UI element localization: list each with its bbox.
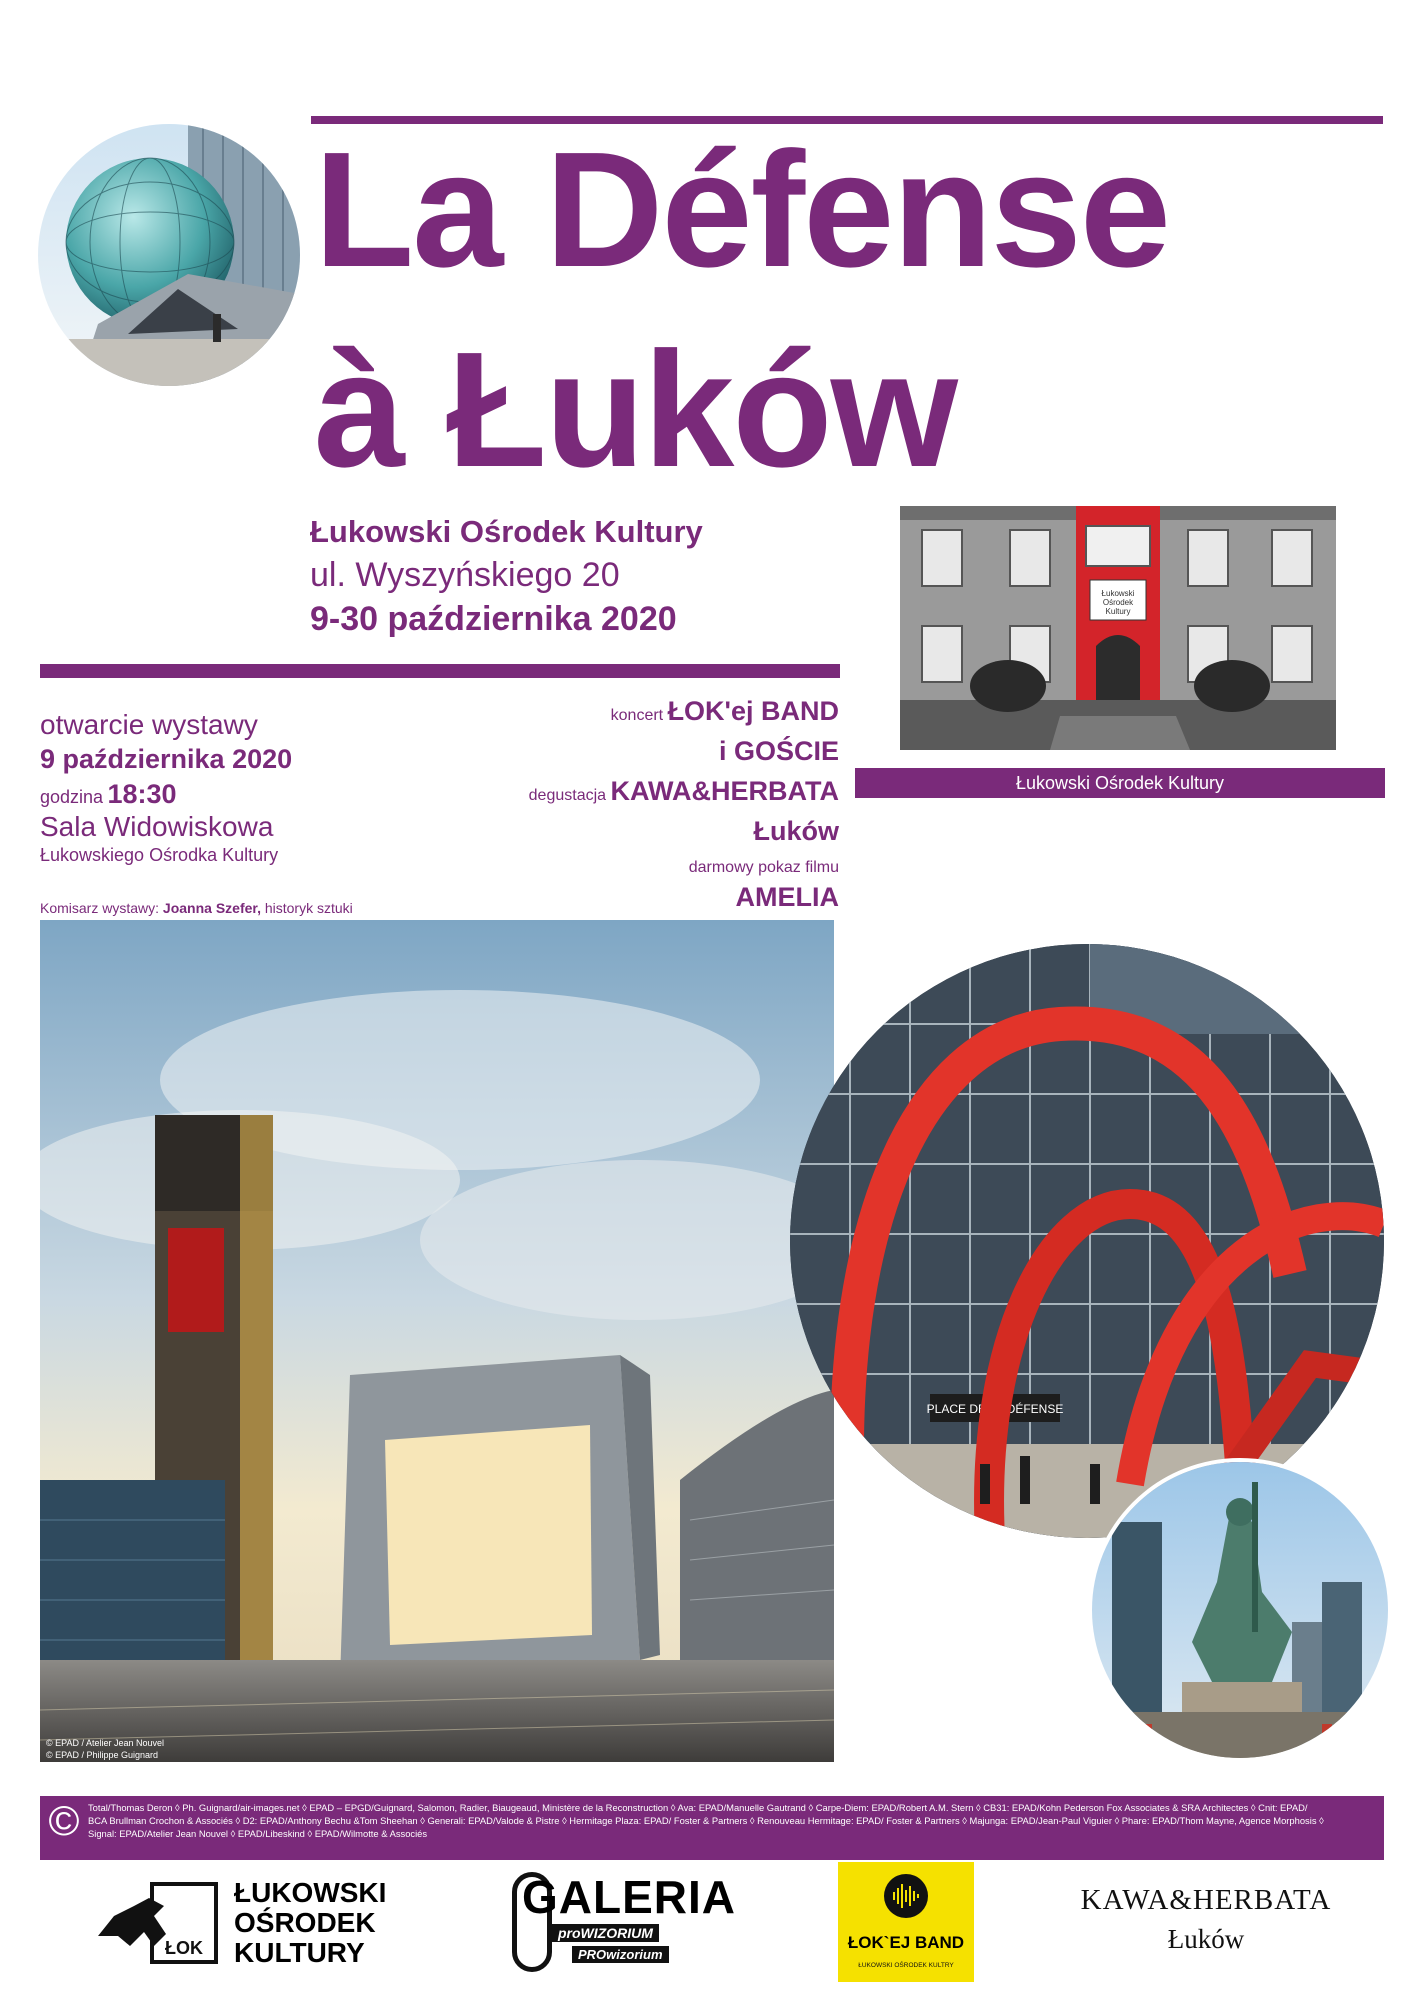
photo-credits-line-1: Total/Thomas Deron ◊ Ph. Guignard/air-images.net ◊ EPAD – EPGD/Guignard, Salomon, Radier, Biaugeaud, Ministère de la Reconstruction ◊ Ava: EPAD/Manuelle Gautrand ◊ Carpe-Diem: EPAD/Robert A.M. Stern ◊ CB31: EPAD/Kohn Pederson Fox Associates & SRA Architectes ◊ Cnit: EPAD/ (88, 1802, 1308, 1813)
galeria-logo (512, 1871, 736, 1972)
building-caption: Łukowski Ośrodek Kultury (1015, 773, 1225, 793)
event-film (440, 856, 839, 914)
event-concert-title-2: i GOŚCIE (718, 736, 839, 766)
lok-name-1: ŁUKOWSKI (234, 1877, 387, 1908)
kawa-herbata-city: Łuków (1167, 1924, 1245, 1954)
culture-center-building-photo (900, 506, 1336, 750)
lok-badge: ŁOK (165, 1938, 203, 1958)
lokej-band-title: ŁOK`EJ BAND (847, 1933, 965, 1952)
event-concert (440, 692, 839, 767)
main-photo-credit-1: © EPAD / Atelier Jean Nouvel (46, 1738, 165, 1748)
commissioner-line (40, 898, 353, 918)
event-tasting-title-2: Łuków (753, 816, 839, 846)
lok-logo (94, 1876, 404, 1970)
venue-name: Łukowski Ośrodek Kultury (310, 514, 703, 549)
event-concert-title: ŁOK'ej BAND (667, 696, 839, 726)
venue-address: ul. Wyszyńskiego 20 (310, 556, 620, 594)
opening-date: 9 października 2020 (40, 744, 293, 774)
building-sign-line-2: Ośrodek (1102, 598, 1134, 607)
lok-name-2: OŚRODEK (234, 1907, 376, 1938)
grande-arche-photo (40, 920, 834, 1762)
opening-time: 18:30 (107, 779, 177, 809)
opening-label: otwarcie wystawy (40, 709, 258, 740)
kawa-herbata-name: KAWA&HERBATA (1080, 1884, 1332, 1916)
statue-photo (1088, 1458, 1392, 1762)
commissioner-label: Komisarz wystawy: (40, 900, 160, 916)
red-sculpture-photo (790, 944, 1384, 1538)
event-film-title: AMELIA (735, 882, 839, 912)
lokej-band-logo (838, 1862, 974, 1982)
lok-name-3: KULTURY (234, 1937, 365, 1968)
galeria-sub-2: PROwizorium (572, 1946, 669, 1963)
opening-hall: Sala Widowiskowa (40, 811, 274, 842)
kawa-herbata-logo (1050, 1880, 1362, 1960)
sphere-building-photo (38, 124, 300, 386)
opening-time-label: godzina (40, 787, 104, 807)
event-concert-label: koncert (610, 707, 664, 724)
middle-rule (40, 664, 840, 678)
plaza-sign: PLACE DE LA DÉFENSE (926, 1402, 1064, 1416)
title-line-1: La Défense (314, 118, 1170, 301)
main-photo-credit-2: © EPAD / Philippe Guignard (46, 1750, 159, 1760)
photo-credits-line-2: BCA Brullman Crochon & Associés ◊ D2: EPAD/Anthony Bechu &Tom Sheehan ◊ Generali: EPAD/Valode & Pistre ◊ Hermitage Plaza: EPAD/ Foster & Partners ◊ Renouveau Hermitage: EPAD/ Foster & Partners ◊ Majunga: EPAD/Jean-Paul Viguier ◊ Phare: EPAD/Thom Mayne, Agence Morphosis ◊ (88, 1815, 1324, 1826)
venue-dates: 9-30 października 2020 (310, 600, 677, 638)
photo-credits (88, 1801, 1380, 1840)
commissioner-name: Joanna Szefer, (162, 900, 261, 916)
event-tasting-title: KAWA&HERBATA (610, 776, 839, 806)
lokej-band-sub: ŁUKOWSKI OŚRODEK KULTRY (858, 1962, 954, 1969)
soundwave-icon (838, 1866, 974, 1926)
title-line-2: à Łuków (314, 318, 957, 501)
copyright-icon: © (48, 1797, 80, 1844)
opening-hall-sub: Łukowskiego Ośrodka Kultury (40, 845, 279, 865)
building-sign-line-1: Łukowski (1101, 589, 1135, 598)
photo-credits-line-3: Signal: EPAD/Atelier Jean Nouvel ◊ EPAD/Libeskind ◊ EPAD/Wilmotte & Associés (88, 1828, 428, 1839)
event-tasting-label: degustacja (528, 787, 607, 804)
commissioner-role: historyk sztuki (264, 900, 353, 916)
building-sign-line-3: Kultury (1105, 607, 1131, 616)
galeria-name: GALERIA (522, 1871, 736, 1923)
event-film-label: darmowy pokaz filmu (688, 859, 839, 876)
event-tasting (440, 772, 839, 847)
galeria-sub-1: proWIZORIUM (552, 1924, 659, 1942)
